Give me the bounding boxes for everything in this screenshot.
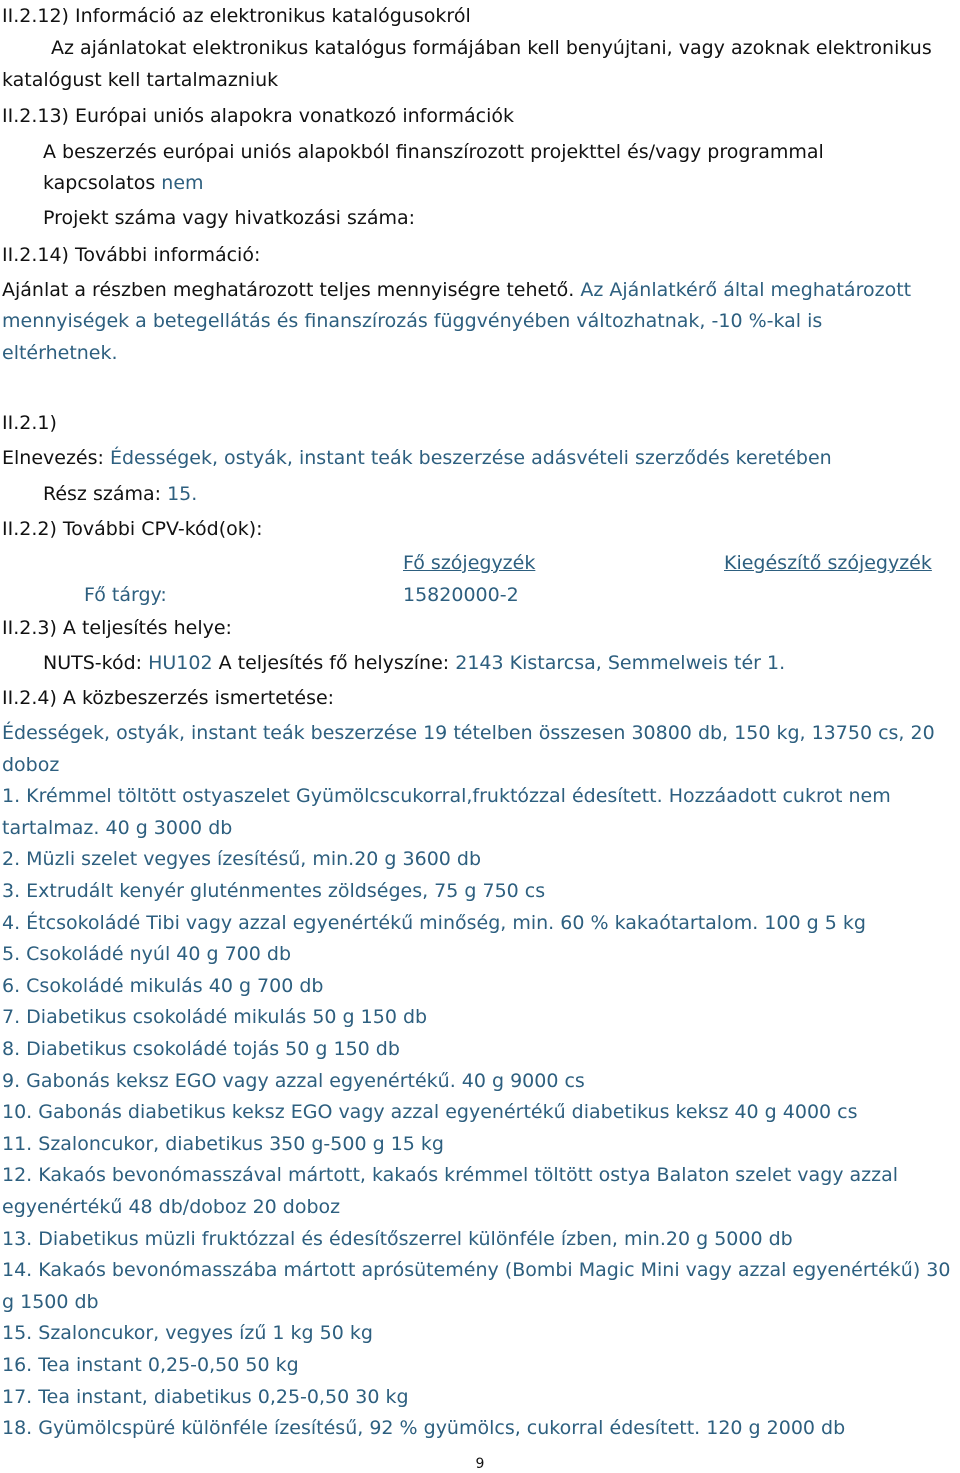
- additional-info-text: Ajánlat a részben meghatározott teljes mennyiségre tehető.: [2, 279, 575, 301]
- section-heading-ii-2-12: II.2.12) Információ az elektronikus katalógusokról: [2, 5, 471, 27]
- section-heading-ii-2-4: II.2.4) A közbeszerzés ismertetése:: [2, 687, 335, 709]
- description-line: 6. Csokoládé mikulás 40 g 700 db: [2, 974, 324, 997]
- page-number: 9: [475, 1456, 485, 1472]
- description-line: tartalmaz. 40 g 3000 db: [2, 816, 233, 839]
- part-number-value: 15.: [167, 483, 198, 505]
- description-line: 1. Krémmel töltött ostyaszelet Gyümölcscukorral,fruktózzal édesített. Hozzáadott cukrot nem: [2, 785, 891, 808]
- description-line: g 1500 db: [2, 1290, 99, 1313]
- cpv-main-vocab-header: Fő szójegyzék: [403, 552, 536, 574]
- section-heading-ii-2-2: II.2.2) További CPV-kód(ok):: [2, 518, 263, 540]
- nuts-label: NUTS-kód:: [43, 652, 143, 674]
- description-line: 4. Étcsokoládé Tibi vagy azzal egyenértékű minőség, min. 60 % kakaótartalom. 100 g 5 kg: [2, 911, 866, 934]
- additional-info-line-1: [2, 275, 954, 307]
- catalogue-text-line-2: katalógust kell tartalmazniuk: [2, 69, 279, 91]
- catalogue-text-line-1: Az ajánlatokat elektronikus katalógus formájában kell benyújtani, vagy azoknak elektronikus: [51, 37, 932, 59]
- cpv-main-object-value: 15820000-2: [403, 584, 519, 606]
- description-line: egyenértékű 48 db/doboz 20 doboz: [2, 1196, 341, 1218]
- description-line: 9. Gabonás keksz EGO vagy azzal egyenértékű. 40 g 9000 cs: [2, 1069, 585, 1092]
- description-line: 5. Csokoládé nyúl 40 g 700 db: [2, 943, 292, 966]
- description-line: 7. Diabetikus csokoládé mikulás 50 g 150 db: [2, 1006, 428, 1029]
- description-line: 10. Gabonás diabetikus keksz EGO vagy azzal egyenértékű diabetikus keksz 40 g 4000 cs: [2, 1101, 858, 1124]
- description-line: 17. Tea instant, diabetikus 0,25-0,50 30 kg: [2, 1385, 409, 1408]
- additional-info-note-1: Az Ajánlatkérő által meghatározott: [580, 279, 912, 301]
- main-site-value: 2143 Kistarcsa, Semmelweis tér 1.: [455, 652, 786, 674]
- nuts-value: HU102: [148, 652, 213, 674]
- description-line: Édességek, ostyák, instant teák beszerzése 19 tételben összesen 30800 db, 150 kg, 13750 cs, 20: [2, 722, 935, 744]
- eu-funds-text-line-2: [43, 168, 954, 200]
- eu-funds-value: nem: [161, 172, 204, 194]
- section-heading-ii-2-1: II.2.1): [2, 412, 57, 434]
- description-line: 16. Tea instant 0,25-0,50 50 kg: [2, 1354, 299, 1376]
- description-line: doboz: [2, 753, 60, 776]
- cpv-main-object-label: Fő tárgy:: [84, 584, 167, 606]
- description-line: 3. Extrudált kenyér gluténmentes zöldséges, 75 g 750 cs: [2, 880, 546, 902]
- description-line: 14. Kakaós bevonómasszába mártott aprósütemény (Bombi Magic Mini vagy azzal egyenértékű) 30: [2, 1259, 951, 1282]
- eu-funds-text-line-1: A beszerzés európai uniós alapokból finanszírozott projekttel és/vagy programmal: [43, 141, 824, 163]
- section-heading-ii-2-13: II.2.13) Európai uniós alapokra vonatkozó információk: [2, 105, 514, 127]
- cpv-supplementary-vocab-header: Kiegészítő szójegyzék: [724, 552, 932, 574]
- description-line: 13. Diabetikus müzli fruktózzal és édesítőszerrel különféle ízben, min.20 g 5000 db: [2, 1227, 793, 1250]
- description-line: 8. Diabetikus csokoládé tojás 50 g 150 db: [2, 1038, 400, 1060]
- name-label: Elnevezés:: [2, 447, 104, 469]
- part-number-label: Rész száma:: [43, 483, 162, 505]
- section-heading-ii-2-14: II.2.14) További információ:: [2, 244, 261, 266]
- name-value: Édességek, ostyák, instant teák beszerzése adásvételi szerződés keretében: [109, 447, 832, 469]
- eu-funds-label: kapcsolatos: [43, 172, 156, 194]
- section-heading-ii-2-3: II.2.3) A teljesítés helye:: [2, 617, 232, 639]
- main-site-label: A teljesítés fő helyszíne:: [218, 652, 450, 674]
- description-line: 2. Müzli szelet vegyes ízesítésű, min.20 g 3600 db: [2, 848, 482, 871]
- project-number-label: Projekt száma vagy hivatkozási száma:: [43, 207, 416, 229]
- name-row: [2, 443, 954, 475]
- additional-info-line-3: eltérhetnek.: [2, 342, 118, 364]
- part-number-row: [43, 479, 954, 511]
- description-line: 15. Szaloncukor, vegyes ízű 1 kg 50 kg: [2, 1322, 373, 1345]
- description-line: 12. Kakaós bevonómasszával mártott, kakaós krémmel töltött ostya Balaton szelet vagy azzal: [2, 1164, 899, 1187]
- additional-info-line-2: mennyiségek a betegellátás és finanszírozás függvényében változhatnak, -10 %-kal is: [2, 310, 823, 332]
- description-line: 11. Szaloncukor, diabetikus 350 g-500 g 15 kg: [2, 1132, 444, 1155]
- place-of-performance-row: [43, 648, 954, 680]
- description-line: 18. Gyümölcspüré különféle ízesítésű, 92 % gyümölcs, cukorral édesített. 120 g 2000 db: [2, 1417, 846, 1440]
